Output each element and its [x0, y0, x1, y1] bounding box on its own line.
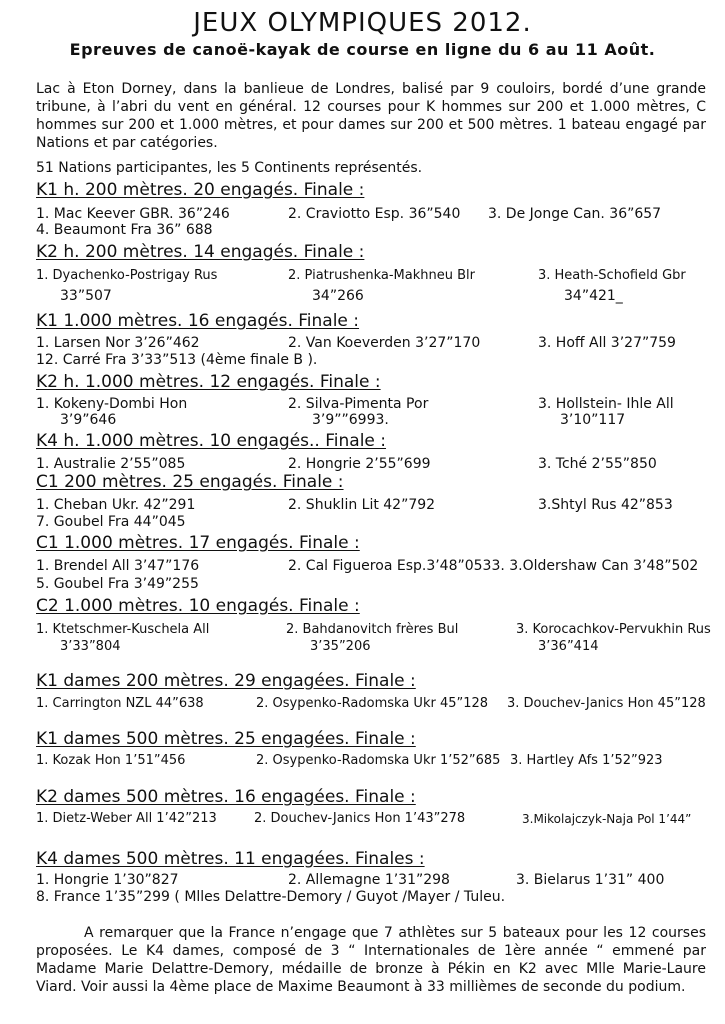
result-entry: 1. Carrington NZL 44”638 [36, 696, 204, 711]
event-heading: K2 h. 1.000 mètres. 12 engagés. Finale : [36, 372, 381, 392]
result-entry: 8. France 1’35”299 ( Mlles Delattre-Demory / Guyot /Mayer / Tuleu. [36, 889, 506, 905]
event-heading: K1 dames 500 mètres. 25 engagées. Finale : [36, 729, 416, 749]
result-entry: 3. De Jonge Can. 36”657 [488, 206, 662, 222]
result-entry: 1. Larsen Nor 3’26”462 [36, 335, 200, 351]
result-entry: 5. Goubel Fra 3’49”255 [36, 576, 199, 592]
result-entry: 3.Shtyl Rus 42”853 [538, 497, 673, 513]
event-heading: C1 1.000 mètres. 17 engagés. Finale : [36, 533, 360, 553]
intro-paragraph: Lac à Eton Dorney, dans la banlieue de Londres, balisé par 9 couloirs, bordé d’une grande tribune, à l’abri du vent en général. 12 courses pour K hommes sur 200 et 1.000 mètres, C hommes sur 200 et 1.000 mètres, et pour dames sur 200 et 500 mètres. 1 bateau engagé par Nations et par catégories. [36, 81, 706, 151]
result-time: 34”266 [312, 288, 364, 304]
result-entry: 1. Dietz-Weber All 1’42”213 [36, 811, 217, 826]
result-entry: 1. Kokeny-Dombi Hon [36, 396, 188, 412]
result-entry: 2. Bahdanovitch frères Bul [286, 622, 459, 637]
result-entry: 1. Mac Keever GBR. 36”246 [36, 206, 230, 222]
event-heading: C1 200 mètres. 25 engagés. Finale : [36, 472, 344, 492]
result-entry: 1. Hongrie 1’30”827 [36, 872, 179, 888]
event-heading: K4 dames 500 mètres. 11 engagées. Finales : [36, 849, 425, 869]
event-heading: C2 1.000 mètres. 10 engagés. Finale : [36, 596, 360, 616]
result-entry: 2. Allemagne 1’31”298 [288, 872, 450, 888]
result-entry: 2. Osypenko-Radomska Ukr 1’52”685 [256, 753, 501, 768]
result-time: 3’35”206 [310, 639, 371, 654]
result-time: 3’9”646 [60, 412, 117, 428]
result-entry: 2. Douchev-Janics Hon 1’43”278 [254, 811, 466, 826]
result-time: 3’9””6993. [312, 412, 389, 428]
result-entry: 1. Australie 2’55”085 [36, 456, 186, 472]
result-entry: 2. Shuklin Lit 42”792 [288, 497, 436, 513]
result-time: 34”421_ [564, 288, 623, 304]
result-entry: 2. Van Koeverden 3’27”170 [288, 335, 481, 351]
result-entry: 12. Carré Fra 3’33”513 (4ème finale B ). [36, 352, 318, 368]
result-entry: 3. Bielarus 1’31” 400 [516, 872, 665, 888]
result-entry: 3. Hollstein- Ihle All [538, 396, 674, 412]
result-time: 3’36”414 [538, 639, 599, 654]
result-entry: 2. Silva-Pimenta Por [288, 396, 429, 412]
result-entry: 4. Beaumont Fra 36” 688 [36, 222, 213, 238]
result-entry: 2. Cal Figueroa Esp.3’48”0533. 3.Oldershaw Can 3’48”502 [288, 558, 699, 574]
event-heading: K2 dames 500 mètres. 16 engagées. Finale : [36, 787, 416, 807]
result-entry: 1. Brendel All 3’47”176 [36, 558, 200, 574]
result-entry: 2. Piatrushenka-Makhneu Blr [288, 268, 475, 283]
result-entry: 1. Ktetschmer-Kuschela All [36, 622, 210, 637]
result-entry: 1. Dyachenko-Postrigay Rus [36, 268, 218, 283]
result-entry: 1. Kozak Hon 1’51”456 [36, 753, 186, 768]
page-subtitle: Epreuves de canoë-kayak de course en ligne du 6 au 11 Août. [69, 40, 656, 59]
result-entry: 3. Hartley Afs 1’52”923 [510, 753, 663, 768]
result-entry: 3. Tché 2’55”850 [538, 456, 657, 472]
event-heading: K2 h. 200 mètres. 14 engagés. Finale : [36, 242, 365, 262]
event-heading: K4 h. 1.000 mètres. 10 engagés.. Finale : [36, 431, 387, 451]
result-time: 3’33”804 [60, 639, 121, 654]
result-entry: 2. Osypenko-Radomska Ukr 45”128 [256, 696, 489, 711]
result-time: 3’10”117 [560, 412, 626, 428]
page-title: JEUX OLYMPIQUES 2012. [193, 8, 532, 38]
result-time: 33”507 [60, 288, 112, 304]
result-entry: 3.Mikolajczyk-Naja Pol 1’44” [522, 812, 692, 826]
result-entry: 7. Goubel Fra 44”045 [36, 514, 186, 530]
result-entry: 3. Heath-Schofield Gbr [538, 268, 686, 283]
closing-paragraph: A remarquer que la France n’engage que 7 athlètes sur 5 bateaux pour les 12 courses proposées. Le K4 dames, composé de 3 “ Internationales de 1ère année “ emmené par Madame Marie Delattre-Demory, médaille de bronze à Pékin en K2 avec Mlle Marie-Laure Viard. Voir aussi la 4ème place de Maxime Beaumont à 33 millièmes de seconde du podium. [36, 925, 706, 995]
result-entry: 3. Korocachkov-Pervukhin Rus [516, 622, 711, 637]
result-entry: 2. Craviotto Esp. 36”540 [288, 206, 461, 222]
result-entry: 3. Douchev-Janics Hon 45”128 [507, 696, 706, 711]
event-heading: K1 dames 200 mètres. 29 engagées. Finale : [36, 671, 416, 691]
event-heading: K1 1.000 mètres. 16 engagés. Finale : [36, 311, 360, 331]
result-entry: 3. Hoff All 3’27”759 [538, 335, 676, 351]
result-entry: 2. Hongrie 2’55”699 [288, 456, 431, 472]
event-heading: K1 h. 200 mètres. 20 engagés. Finale : [36, 180, 365, 200]
nations-line: 51 Nations participantes, les 5 Continents représentés. [36, 160, 423, 176]
result-entry: 1. Cheban Ukr. 42”291 [36, 497, 196, 513]
